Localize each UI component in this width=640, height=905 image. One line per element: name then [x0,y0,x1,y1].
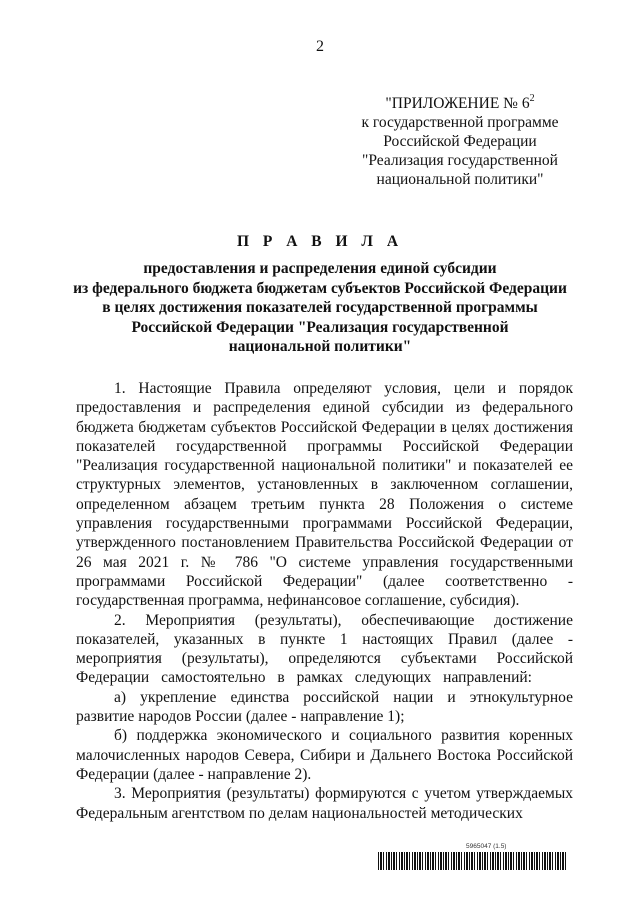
subtitle-line-2: из федерального бюджета бюджетам субъектов Российской Федерации [73,279,567,297]
page-number: 2 [316,38,324,55]
appendix-line-2: к государственной программе [361,114,559,131]
paragraph-2b: б) поддержка экономического и социального развития коренных малочисленных народов Севера, Сибири и Дальнего Востока Российской Федерации (далее - направление 2). [76,727,573,783]
document-subtitle [60,259,580,357]
document-body [76,379,573,823]
appendix-line-1 [340,94,580,113]
document-code: 5965047 (1.5) [466,843,507,850]
appendix-line-5: национальной политики" [376,171,544,188]
subtitle-line-1: предоставления и распределения единой субсидии [143,260,497,277]
appendix-title: "ПРИЛОЖЕНИЕ № 6 [385,95,530,112]
subtitle-line-3: в целях достижения показателей государственной программы [102,299,538,316]
subtitle-line-4: Российской Федерации "Реализация государственной [131,318,509,336]
appendix-line-4: "Реализация государственной [362,152,558,169]
paragraph-2a: а) укрепление единства российской нации и этнокультурное развитие народов России (далее - направление 1); [76,688,573,726]
paragraph-2: 2. Мероприятия (результаты), обеспечивающие достижение показателей, указанных в пункте 1 настоящих Правил (далее - мероприятия (результаты), определяются субъектами Российской Федерации самостоятельно в рамках следующих направлений: [76,611,573,687]
appendix-header [340,94,580,189]
paragraph-3: 3. Мероприятия (результаты) формируются с учетом утверждаемых Федеральным агентством по делам национальностей методических [76,785,573,822]
barcode-image [378,852,566,870]
appendix-line-3: Российской Федерации [383,133,537,150]
document-title: П Р А В И Л А [236,233,404,250]
appendix-superscript: 2 [529,93,535,104]
paragraph-1: 1. Настоящие Правила определяют условия, цели и порядок предоставления и распределения единой субсидии из федерального бюджета бюджетам субъектов Российской Федерации в целях достижения показателей государственной программы Российской Федерации "Реализация государственной национальной политики" и показателей ее структурных элементов, установленных в заключенном соглашении, определенном абзацем третьим пункта 28 Положения о системе управления государственными программами Российской Федерации, утвержденного постановлением Правительства Российской Федерации от 26 мая 2021 г. № 786 "О системе управления государственными программами Российской Федерации" (далее соответственно - государственная программа, нефинансовое соглашение, субсидия). [76,380,573,610]
subtitle-line-5: национальной политики" [228,338,412,355]
